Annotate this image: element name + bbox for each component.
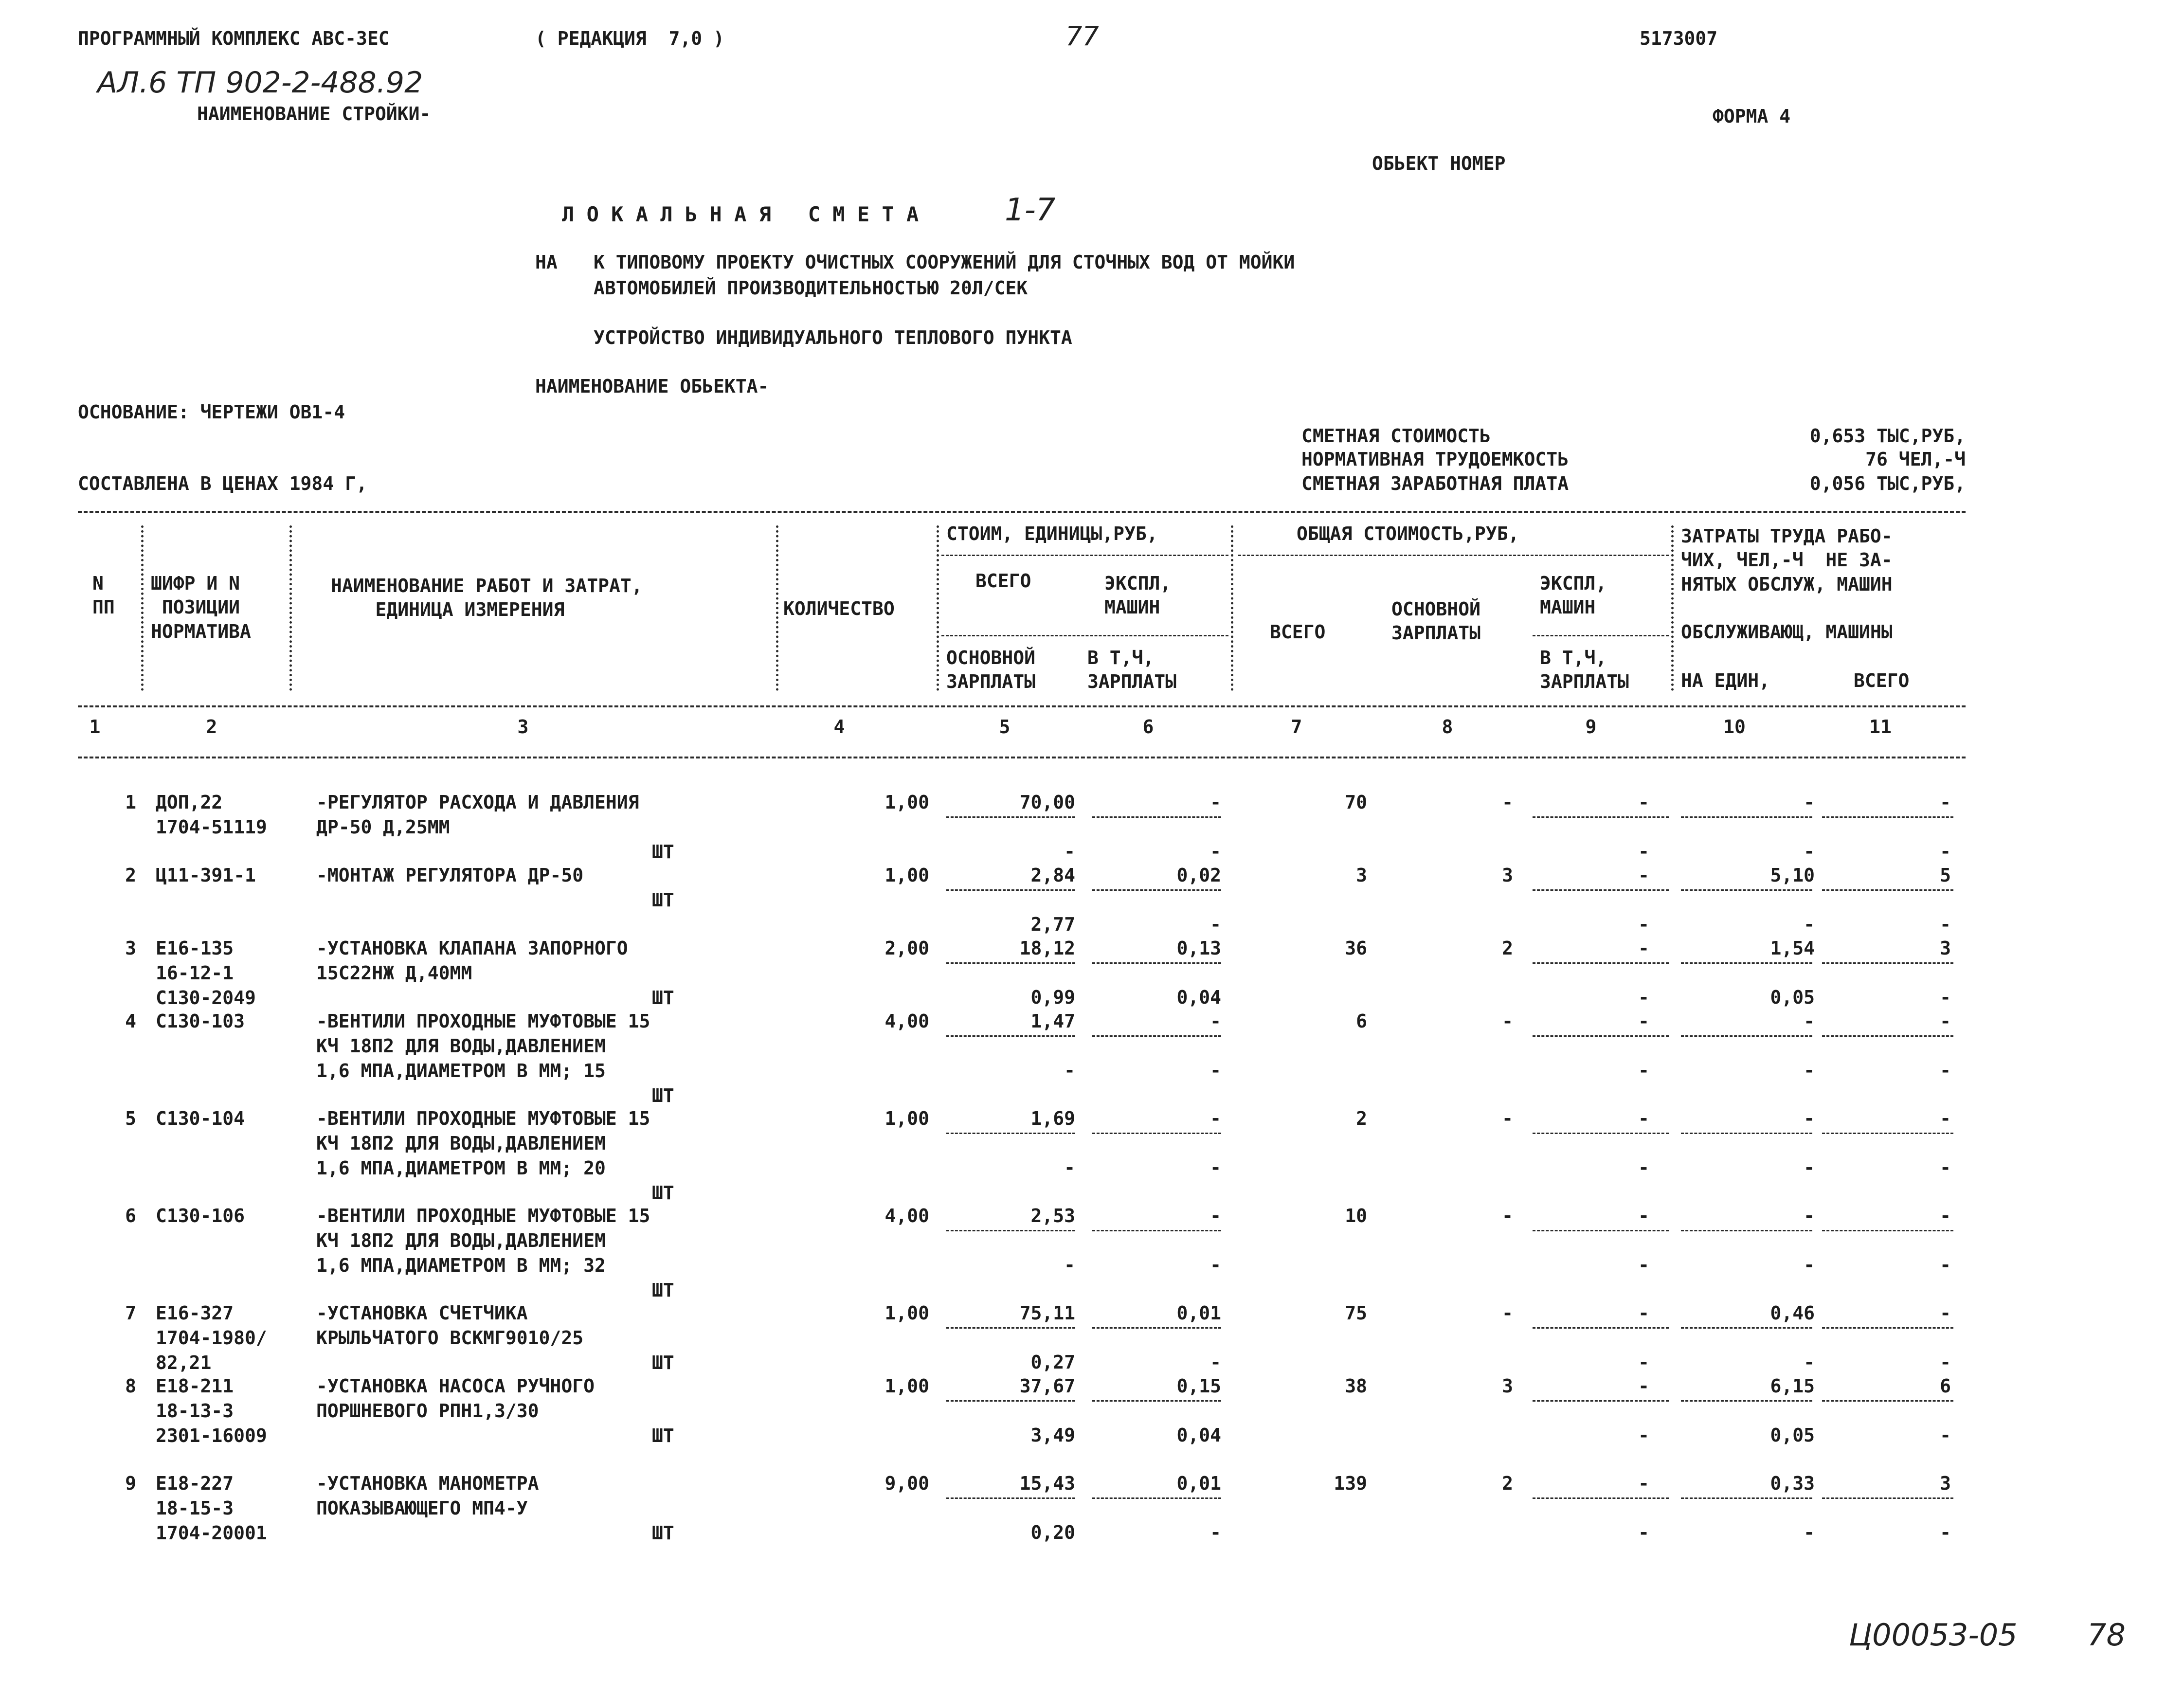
quantity: 1,00 [884, 1108, 929, 1129]
cell-divider [946, 962, 1075, 964]
position-code: 1704-51119 [156, 816, 267, 838]
cell-divider [946, 1035, 1075, 1037]
labor-total: 3 [1940, 1473, 1951, 1494]
header-rule [1238, 555, 1669, 556]
total-incl-wage: - [1638, 914, 1649, 935]
cell-divider [1822, 962, 1953, 964]
service-labor-total: - [1940, 987, 1951, 1008]
unit-cost-machines: 0,01 [1176, 1302, 1221, 1324]
unit-cost-wage: 2,77 [1030, 914, 1075, 935]
stamp-number: Ц00053-05 [1849, 1617, 2018, 1653]
header-separator [937, 525, 939, 691]
row-number: 1 [125, 792, 136, 813]
purpose-line-2: АВТОМОБИЛЕЙ ПРОИЗВОДИТЕЛЬНОСТЬЮ 20Л/СЕК [594, 277, 1028, 299]
unit-of-measure: ШТ [652, 1182, 674, 1204]
cell-divider [1681, 889, 1812, 891]
service-labor-total: - [1940, 914, 1951, 935]
header-separator [141, 525, 144, 691]
quantity: 9,00 [884, 1473, 929, 1494]
total-cost: 36 [1345, 938, 1367, 959]
position-code: С130-104 [156, 1108, 245, 1129]
position-code: Е18-227 [156, 1473, 234, 1494]
unit-cost-total: 75,11 [1019, 1302, 1075, 1324]
document-title: Л О К А Л Ь Н А Я С М Е Т А [562, 202, 919, 226]
total-cost: 75 [1345, 1302, 1367, 1324]
col-header-name: НАИМЕНОВАНИЕ РАБОТ И ЗАТРАТ, ЕДИНИЦА ИЗМЕРЕНИЯ [331, 575, 643, 621]
work-name: -МОНТАЖ РЕГУЛЯТОРА ДР-50 [316, 865, 584, 886]
basis-line: ОСНОВАНИЕ: ЧЕРТЕЖИ ОВ1-4 [78, 401, 345, 423]
cell-divider [1822, 1327, 1953, 1329]
unit-cost-incl-wage: 0,04 [1176, 987, 1221, 1008]
total-wage: 3 [1502, 865, 1513, 886]
cell-divider [1822, 816, 1953, 818]
work-name: КЧ 18П2 ДЛЯ ВОДЫ,ДАВЛЕНИЕМ [316, 1230, 606, 1251]
unit-cost-incl-wage: - [1210, 1522, 1221, 1543]
cell-divider [946, 1400, 1075, 1402]
total-incl-wage: - [1638, 1060, 1649, 1081]
summary-value-labor: 76 ЧЕЛ,-Ч [1865, 449, 1966, 470]
unit-cost-total: 37,67 [1019, 1375, 1075, 1397]
service-labor-total: - [1940, 1352, 1951, 1373]
cell-divider [1533, 962, 1669, 964]
service-labor-per-unit: - [1804, 1060, 1815, 1081]
quantity: 1,00 [884, 865, 929, 886]
col-header-total-machines: ЭКСПЛ, МАШИН [1540, 573, 1607, 618]
column-number: 4 [833, 716, 845, 738]
total-cost: 139 [1334, 1473, 1367, 1494]
table-top-rule [78, 511, 1966, 513]
total-cost: 70 [1345, 792, 1367, 813]
cell-divider [1533, 1230, 1669, 1231]
unit-cost-incl-wage: 0,04 [1176, 1425, 1221, 1446]
service-labor-per-unit: - [1804, 1522, 1815, 1543]
service-labor-total: - [1940, 841, 1951, 862]
cell-divider [1092, 1133, 1221, 1134]
unit-cost-total: 2,53 [1030, 1205, 1075, 1226]
total-machines: - [1638, 1108, 1649, 1129]
unit-cost-wage: - [1064, 1157, 1075, 1178]
unit-cost-total: 1,47 [1030, 1010, 1075, 1032]
unit-cost-incl-wage: - [1210, 1060, 1221, 1081]
col-header-labor: ЗАТРАТЫ ТРУДА РАБО- ЧИХ, ЧЕЛ,-Ч НЕ ЗА- НЯТЫХ ОБСЛУЖ, МАШИН [1681, 525, 1893, 595]
position-code: 16-12-1 [156, 962, 234, 984]
unit-cost-incl-wage: - [1210, 1352, 1221, 1373]
subject-line: УСТРОЙСТВО ИНДИВИДУАЛЬНОГО ТЕПЛОВОГО ПУНКТА [594, 327, 1072, 348]
total-wage: 3 [1502, 1375, 1513, 1397]
total-wage: - [1502, 1302, 1513, 1324]
labor-per-unit: 5,10 [1770, 865, 1815, 886]
unit-cost-wage: - [1064, 841, 1075, 862]
labor-per-unit: 0,46 [1770, 1302, 1815, 1324]
row-number: 5 [125, 1108, 136, 1129]
unit-cost-total: 15,43 [1019, 1473, 1075, 1494]
total-wage: 2 [1502, 1473, 1513, 1494]
unit-of-measure: ШТ [652, 1352, 674, 1373]
cell-divider [1822, 1035, 1953, 1037]
column-number: 7 [1291, 716, 1302, 738]
summary-label-labor: НОРМАТИВНАЯ ТРУДОЕМКОСТЬ [1301, 449, 1569, 470]
position-code: Е16-135 [156, 938, 234, 959]
total-incl-wage: - [1638, 1352, 1649, 1373]
total-machines: - [1638, 792, 1649, 813]
service-labor-per-unit: - [1804, 1352, 1815, 1373]
column-number: 11 [1869, 716, 1892, 738]
numbers-bottom-rule [78, 757, 1966, 758]
quantity: 1,00 [884, 792, 929, 813]
cell-divider [1092, 962, 1221, 964]
cell-divider [1092, 1035, 1221, 1037]
purpose-line-1: К ТИПОВОМУ ПРОЕКТУ ОЧИСТНЫХ СООРУЖЕНИЙ ДЛЯ СТОЧНЫХ ВОД ОТ МОЙКИ [594, 252, 1295, 273]
cell-divider [946, 1230, 1075, 1231]
col-header-unit-total: ВСЕГО [975, 570, 1031, 592]
cell-divider [1533, 1035, 1669, 1037]
unit-cost-total: 2,84 [1030, 865, 1075, 886]
col-header-labor-service: ОБСЛУЖИВАЮЩ, МАШИНЫ [1681, 621, 1893, 643]
labor-per-unit: - [1804, 1010, 1815, 1032]
total-incl-wage: - [1638, 1425, 1649, 1446]
column-number: 8 [1442, 716, 1453, 738]
work-name: -УСТАНОВКА КЛАПАНА ЗАПОРНОГО [316, 938, 628, 959]
cell-divider [1533, 1400, 1669, 1402]
work-name: -УСТАНОВКА СЧЕТЧИКА [316, 1302, 528, 1324]
header-separator [776, 525, 778, 691]
service-labor-total: - [1940, 1060, 1951, 1081]
row-number: 7 [125, 1302, 136, 1324]
cell-divider [1092, 1327, 1221, 1329]
service-labor-total: - [1940, 1254, 1951, 1276]
program-name: ПРОГРАММНЫЙ КОМПЛЕКС АВС-3ЕС [78, 28, 390, 49]
cell-divider [1533, 1327, 1669, 1329]
labor-per-unit: - [1804, 1108, 1815, 1129]
cell-divider [946, 1497, 1075, 1499]
work-name: КЧ 18П2 ДЛЯ ВОДЫ,ДАВЛЕНИЕМ [316, 1035, 606, 1057]
labor-total: 6 [1940, 1375, 1951, 1397]
cell-divider [1533, 1497, 1669, 1499]
labor-total: - [1940, 792, 1951, 813]
unit-of-measure: ШТ [652, 841, 674, 863]
service-labor-per-unit: - [1804, 841, 1815, 862]
service-labor-total: - [1940, 1522, 1951, 1543]
position-code: 2301-16009 [156, 1425, 267, 1446]
col-header-per-unit: НА ЕДИН, [1681, 670, 1770, 691]
unit-of-measure: ШТ [652, 889, 674, 911]
labor-per-unit: - [1804, 1205, 1815, 1226]
row-number: 6 [125, 1205, 136, 1226]
total-incl-wage: - [1638, 841, 1649, 862]
total-machines: - [1638, 1375, 1649, 1397]
unit-of-measure: ШТ [652, 1280, 674, 1301]
work-name: -РЕГУЛЯТОР РАСХОДА И ДАВЛЕНИЯ [316, 792, 639, 813]
position-code: Е16-327 [156, 1302, 234, 1324]
summary-label-wage: СМЕТНАЯ ЗАРАБОТНАЯ ПЛАТА [1301, 473, 1569, 494]
total-cost: 10 [1345, 1205, 1367, 1226]
cell-divider [1681, 1230, 1812, 1231]
header-separator [1671, 525, 1674, 691]
cell-divider [1822, 1497, 1953, 1499]
unit-cost-wage: - [1064, 1060, 1075, 1081]
col-header-total-incl: В Т,Ч, ЗАРПЛАТЫ [1540, 647, 1629, 693]
na-label: НА [535, 252, 558, 273]
object-name-label: НАИМЕНОВАНИЕ ОБЬЕКТА- [535, 376, 769, 397]
col-header-unit-cost: СТОИМ, ЕДИНИЦЫ,РУБ, [946, 523, 1158, 544]
unit-cost-machines: - [1210, 1205, 1221, 1226]
unit-cost-incl-wage: - [1210, 1157, 1221, 1178]
summary-value-wage: 0,056 ТЫС,РУБ, [1809, 473, 1966, 494]
unit-cost-machines: - [1210, 792, 1221, 813]
cell-divider [1092, 1400, 1221, 1402]
cell-divider [1533, 1133, 1669, 1134]
col-header-unit-wage: ОСНОВНОЙ ЗАРПЛАТЫ [946, 647, 1036, 693]
total-machines: - [1638, 1302, 1649, 1324]
cell-divider [1533, 816, 1669, 818]
total-incl-wage: - [1638, 1522, 1649, 1543]
labor-per-unit: 0,33 [1770, 1473, 1815, 1494]
total-wage: - [1502, 1205, 1513, 1226]
unit-cost-machines: 0,15 [1176, 1375, 1221, 1397]
header-rule [941, 635, 1228, 636]
quantity: 1,00 [884, 1375, 929, 1397]
cell-divider [1092, 889, 1221, 891]
unit-of-measure: ШТ [652, 1085, 674, 1106]
position-code: Ц11-391-1 [156, 865, 256, 886]
position-code: 18-15-3 [156, 1497, 234, 1519]
position-code: С130-103 [156, 1010, 245, 1032]
row-number: 3 [125, 938, 136, 959]
document-code: 5173007 [1640, 28, 1718, 49]
row-number: 8 [125, 1375, 136, 1397]
service-labor-per-unit: - [1804, 914, 1815, 935]
service-labor-total: - [1940, 1425, 1951, 1446]
col-header-total-all: ВСЕГО [1270, 621, 1326, 643]
total-machines: - [1638, 938, 1649, 959]
cell-divider [1822, 889, 1953, 891]
col-header-total-wage: ОСНОВНОЙ ЗАРПЛАТЫ [1391, 598, 1481, 644]
work-name: -ВЕНТИЛИ ПРОХОДНЫЕ МУФТОВЫЕ 15 [316, 1205, 650, 1226]
work-name: ПОРШНЕВОГО РПН1,3/30 [316, 1400, 539, 1422]
cell-divider [1681, 816, 1812, 818]
position-code: 18-13-3 [156, 1400, 234, 1422]
row-number: 2 [125, 865, 136, 886]
unit-of-measure: ШТ [652, 1522, 674, 1544]
labor-total: - [1940, 1108, 1951, 1129]
cell-divider [1092, 816, 1221, 818]
labor-total: 3 [1940, 938, 1951, 959]
column-number: 3 [517, 716, 529, 738]
labor-per-unit: 1,54 [1770, 938, 1815, 959]
work-name: 1,6 МПА,ДИАМЕТРОМ В ММ; 20 [316, 1157, 606, 1179]
total-cost: 38 [1345, 1375, 1367, 1397]
column-number: 5 [999, 716, 1011, 738]
work-name: 15С22НЖ Д,40ММ [316, 962, 472, 984]
col-header-qty: КОЛИЧЕСТВО [783, 598, 895, 619]
cell-divider [1681, 1133, 1812, 1134]
cell-divider [1822, 1133, 1953, 1134]
edition: ( РЕДАКЦИЯ 7,0 ) [535, 28, 724, 49]
work-name: КЧ 18П2 ДЛЯ ВОДЫ,ДАВЛЕНИЕМ [316, 1133, 606, 1154]
work-name: -УСТАНОВКА НАСОСА РУЧНОГО [316, 1375, 595, 1397]
total-machines: - [1638, 865, 1649, 886]
unit-cost-total: 1,69 [1030, 1108, 1075, 1129]
col-header-unit-incl: В Т,Ч, ЗАРПЛАТЫ [1087, 647, 1177, 693]
total-wage: - [1502, 792, 1513, 813]
total-cost: 6 [1356, 1010, 1367, 1032]
unit-cost-total: 18,12 [1019, 938, 1075, 959]
unit-cost-machines: 0,01 [1176, 1473, 1221, 1494]
unit-cost-machines: 0,13 [1176, 938, 1221, 959]
work-name: -ВЕНТИЛИ ПРОХОДНЫЕ МУФТОВЫЕ 15 [316, 1108, 650, 1129]
position-code: 1704-20001 [156, 1522, 267, 1544]
cell-divider [1681, 1497, 1812, 1499]
header-separator [289, 525, 292, 691]
cell-divider [1681, 962, 1812, 964]
total-wage: - [1502, 1010, 1513, 1032]
unit-of-measure: ШТ [652, 987, 674, 1009]
unit-of-measure: ШТ [652, 1425, 674, 1446]
quantity: 1,00 [884, 1302, 929, 1324]
labor-total: - [1940, 1010, 1951, 1032]
work-name: -ВЕНТИЛИ ПРОХОДНЫЕ МУФТОВЫЕ 15 [316, 1010, 650, 1032]
quantity: 4,00 [884, 1010, 929, 1032]
unit-cost-machines: - [1210, 1010, 1221, 1032]
column-number: 10 [1723, 716, 1746, 738]
position-code: ДОП,22 [156, 792, 223, 813]
position-code: С130-106 [156, 1205, 245, 1226]
labor-per-unit: 6,15 [1770, 1375, 1815, 1397]
unit-cost-wage: 0,27 [1030, 1352, 1075, 1373]
document-number: 1-7 [1005, 192, 1056, 228]
cell-divider [1681, 1035, 1812, 1037]
unit-cost-wage: - [1064, 1254, 1075, 1276]
handwritten-reference: АЛ.6 ТП 902-2-488.92 [97, 66, 423, 100]
service-labor-per-unit: 0,05 [1770, 987, 1815, 1008]
work-name: ПОКАЗЫВАЮЩЕГО МП4-У [316, 1497, 528, 1519]
cell-divider [1822, 1230, 1953, 1231]
object-number-label: ОБЬЕКТ НОМЕР [1372, 153, 1506, 174]
unit-cost-incl-wage: - [1210, 841, 1221, 862]
work-name: 1,6 МПА,ДИАМЕТРОМ В ММ; 32 [316, 1255, 606, 1276]
page-number: 77 [1065, 21, 1099, 52]
cell-divider [1092, 1497, 1221, 1499]
position-code: 82,21 [156, 1352, 212, 1373]
col-header-total-cost: ОБЩАЯ СТОИМОСТЬ,РУБ, [1297, 523, 1519, 544]
work-name: КРЫЛЬЧАТОГО ВСКМГ9010/25 [316, 1327, 584, 1349]
row-number: 9 [125, 1473, 136, 1494]
summary-value-cost: 0,653 ТЫС,РУБ, [1809, 425, 1966, 447]
header-rule [941, 555, 1228, 556]
service-labor-total: - [1940, 1157, 1951, 1178]
cell-divider [1681, 1327, 1812, 1329]
column-number: 6 [1142, 716, 1154, 738]
unit-cost-wage: 0,20 [1030, 1522, 1075, 1543]
column-number: 1 [89, 716, 101, 738]
unit-cost-incl-wage: - [1210, 914, 1221, 935]
cell-divider [1533, 889, 1669, 891]
cell-divider [1822, 1400, 1953, 1402]
total-incl-wage: - [1638, 1157, 1649, 1178]
unit-cost-wage: 0,99 [1030, 987, 1075, 1008]
unit-cost-machines: - [1210, 1108, 1221, 1129]
col-header-labor-total: ВСЕГО [1854, 670, 1910, 691]
cell-divider [946, 816, 1075, 818]
total-machines: - [1638, 1473, 1649, 1494]
cell-divider [1092, 1230, 1221, 1231]
col-header-n: N ПП [92, 573, 115, 618]
prices-line: СОСТАВЛЕНА В ЦЕНАХ 1984 Г, [78, 473, 367, 494]
sheet-number: 78 [2087, 1617, 2126, 1653]
col-header-code: ШИФР И N ПОЗИЦИИ НОРМАТИВА [151, 573, 251, 642]
work-name: -УСТАНОВКА МАНОМЕТРА [316, 1473, 539, 1494]
column-number: 2 [206, 716, 217, 738]
row-number: 4 [125, 1010, 136, 1032]
cell-divider [946, 1133, 1075, 1134]
total-cost: 2 [1356, 1108, 1367, 1129]
column-number: 9 [1585, 716, 1597, 738]
quantity: 2,00 [884, 938, 929, 959]
work-name: 1,6 МПА,ДИАМЕТРОМ В ММ; 15 [316, 1060, 606, 1082]
service-labor-per-unit: - [1804, 1157, 1815, 1178]
summary-label-cost: СМЕТНАЯ СТОИМОСТЬ [1301, 425, 1491, 447]
unit-cost-wage: 3,49 [1030, 1425, 1075, 1446]
header-separator [1231, 525, 1233, 691]
total-wage: 2 [1502, 938, 1513, 959]
total-incl-wage: - [1638, 1254, 1649, 1276]
cell-divider [946, 1327, 1075, 1329]
total-cost: 3 [1356, 865, 1367, 886]
header-bottom-rule [78, 705, 1966, 707]
construction-label: НАИМЕНОВАНИЕ СТРОЙКИ- [197, 103, 431, 125]
labor-total: 5 [1940, 865, 1951, 886]
unit-cost-machines: 0,02 [1176, 865, 1221, 886]
service-labor-per-unit: - [1804, 1254, 1815, 1276]
labor-total: - [1940, 1302, 1951, 1324]
cell-divider [1681, 1400, 1812, 1402]
quantity: 4,00 [884, 1205, 929, 1226]
position-code: С130-2049 [156, 987, 256, 1009]
total-machines: - [1638, 1010, 1649, 1032]
cell-divider [946, 889, 1075, 891]
unit-cost-total: 70,00 [1019, 792, 1075, 813]
labor-per-unit: - [1804, 792, 1815, 813]
work-name: ДР-50 Д,25ММ [316, 816, 450, 838]
form-label: ФОРМА 4 [1713, 106, 1791, 127]
position-code: 1704-1980/ [156, 1327, 267, 1349]
col-header-unit-machines: ЭКСПЛ, МАШИН [1104, 573, 1172, 618]
total-incl-wage: - [1638, 987, 1649, 1008]
header-rule [1533, 635, 1669, 636]
total-wage: - [1502, 1108, 1513, 1129]
unit-cost-incl-wage: - [1210, 1254, 1221, 1276]
labor-total: - [1940, 1205, 1951, 1226]
service-labor-per-unit: 0,05 [1770, 1425, 1815, 1446]
position-code: Е18-211 [156, 1375, 234, 1397]
total-machines: - [1638, 1205, 1649, 1226]
